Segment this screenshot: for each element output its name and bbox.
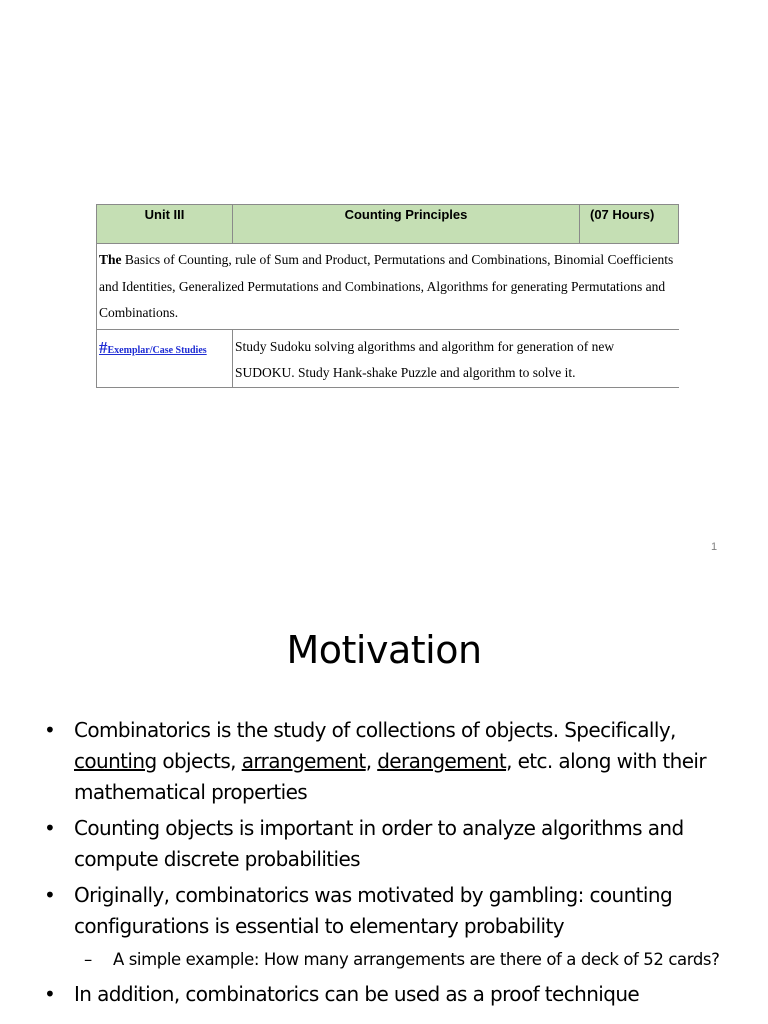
sub-bullet-text: A simple example: How many arrangements are there of a deck of 52 cards? [113,950,720,969]
bullet-item-2 [44,813,744,875]
bullet-text: objects, [156,749,242,773]
bullet-marker: • [44,883,56,907]
exemplar-link[interactable] [99,337,207,357]
topics-lead: The [99,252,122,267]
exemplar-hash: # [99,337,108,357]
syllabus-table [96,204,679,388]
table-header-row [97,205,679,244]
exemplar-label: Exemplar/Case Studies [107,344,207,356]
term-counting: counting [74,749,157,773]
bullet-list [44,715,744,1015]
exemplar-description: Study Sudoku solving algorithms and algorithm for generation of new SUDOKU. Study Hank-shake Puzzle and algorithm to solve it. [233,329,679,387]
bullet-text: Combinatorics is the study of collections of objects. Specifically, [74,718,676,742]
bullet-marker: • [44,718,56,742]
unit-title: Counting Principles [233,205,580,244]
bullet-text: Counting objects is important in order to analyze algorithms and compute discrete probabilities [74,816,684,871]
term-derangement: derangement [377,749,507,773]
unit-hours: (07 Hours) [580,205,679,244]
bullet-item-3 [44,880,744,942]
bullet-text: Originally, combinatorics was motivated by gambling: counting configurations is essential to elementary probability [74,883,673,938]
exemplar-cell [97,329,233,387]
bullet-text: , etc. along with their mathematical properties [74,749,707,804]
topics-row [97,244,679,330]
topics-cell [97,244,679,330]
exemplar-row [97,329,679,387]
bullet-text: , [365,749,378,773]
bullet-item-4 [44,979,744,1010]
unit-label: Unit III [97,205,233,244]
bullet-marker: • [44,982,56,1006]
sub-bullet-marker: – [84,950,92,969]
bullet-text: In addition, combinatorics can be used as a proof technique [74,982,640,1006]
term-arrangement: arrangement [241,749,366,773]
topics-text: Basics of Counting, rule of Sum and Product, Permutations and Combinations, Binomial Coefficients and Identities, Generalized Permutations and Combinations, Algorithms for generating Permutations and Combinations. [99,252,674,320]
bullet-item-1 [44,715,744,808]
page-number: 1 [711,541,718,553]
slide-title: Motivation [286,628,482,672]
sub-bullet-item [44,948,744,971]
bullet-marker: • [44,816,56,840]
